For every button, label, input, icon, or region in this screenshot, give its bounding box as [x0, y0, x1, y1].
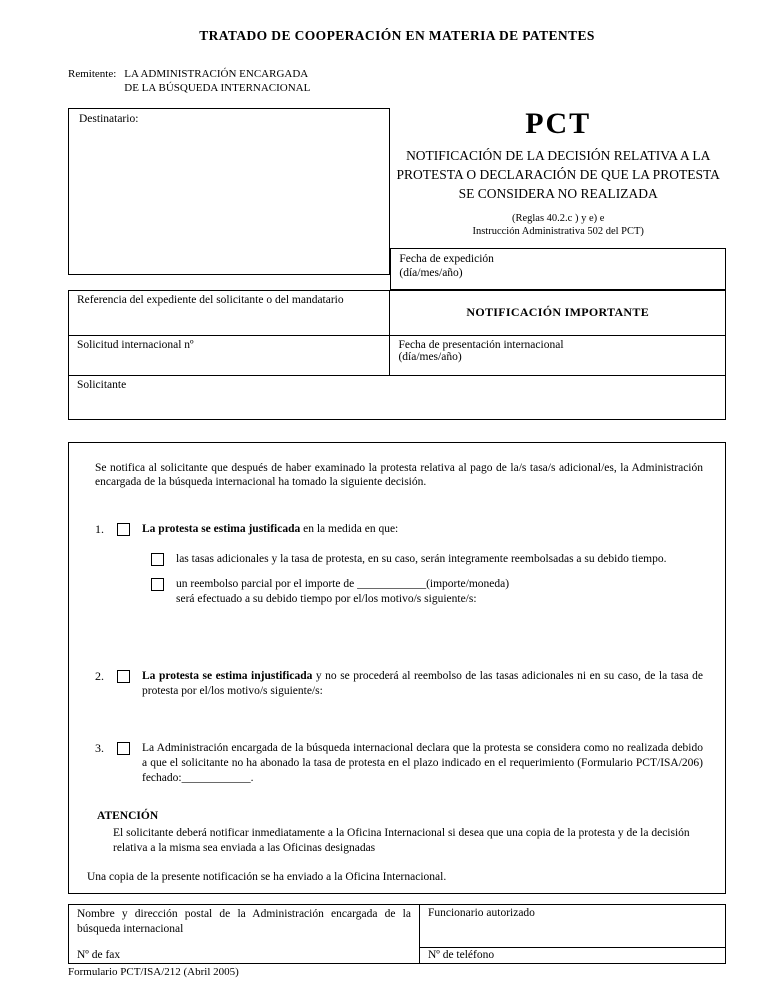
- authority-officer-column: [420, 905, 725, 963]
- atencion-title: ATENCIÓN: [97, 810, 159, 823]
- pct-heading: [390, 108, 726, 239]
- sender-label: Remitente:: [68, 68, 117, 80]
- fecha-presentacion-label: Fecha de presentación internacional: [398, 338, 564, 351]
- notice-title: NOTIFICACIÓN DE LA DECISIÓN RELATIVA A LA PROTESTA O DECLARACIÓN DE QUE LA PROTESTA SE CONSIDERA NO REALIZADA: [396, 148, 720, 201]
- checkbox-item-2[interactable]: [117, 670, 130, 683]
- sender-line-1: LA ADMINISTRACIÓN ENCARGADA: [124, 68, 309, 80]
- fecha-expedicion-field[interactable]: [390, 248, 726, 290]
- destinatario-column: [68, 108, 390, 290]
- checkbox-item-3[interactable]: [117, 742, 130, 755]
- item-1-text: La protesta se estima justificada en la medida en que:: [142, 523, 399, 536]
- authority-address-label: Nombre y dirección postal de la Administración encargada de la búsqueda internacional: [77, 908, 411, 935]
- decision-item-1: [95, 522, 703, 538]
- motives-blank-space-1: [95, 607, 703, 669]
- item-2-text: La protesta se estima injustificada y no se procederá al reembolso de las tasas adicionales ni en su caso, de la tasa de protesta por el/los motivo/s siguiente/s:: [142, 669, 703, 697]
- fax-label: Nº de fax: [77, 949, 121, 962]
- telephone-cell[interactable]: [420, 947, 725, 963]
- header-right-column: [390, 108, 726, 290]
- solicitante-field[interactable]: [69, 376, 725, 419]
- decision-body-box: [68, 442, 726, 895]
- fecha-presentacion-format: (día/mes/año): [398, 350, 462, 363]
- decision-item-2: [95, 669, 703, 699]
- sender-block: [68, 68, 726, 96]
- table-row: [69, 291, 725, 335]
- rules-reference: [396, 212, 720, 239]
- authority-table: [68, 904, 726, 964]
- sub-item-1b-text: [176, 577, 703, 607]
- fecha-presentacion-field[interactable]: [390, 336, 725, 375]
- item-3-number: 3.: [95, 740, 104, 755]
- sub-item-1a: [151, 552, 703, 567]
- sub-item-1b: [151, 577, 703, 607]
- rules-line-2: Instrucción Administrativa 502 del PCT): [472, 226, 644, 238]
- table-row: [69, 335, 725, 375]
- sub-item-1b-line-2: será efectuado a su debido tiempo por el/los motivo/s siguiente/s:: [176, 592, 477, 605]
- referencia-field[interactable]: [69, 291, 390, 335]
- pct-logo-text: PCT: [525, 106, 592, 140]
- checkbox-item-1a[interactable]: [151, 553, 164, 566]
- fecha-expedicion-label: Fecha de expedición: [399, 252, 494, 265]
- authority-address-cell[interactable]: [69, 905, 420, 963]
- checkbox-item-1[interactable]: [117, 523, 130, 536]
- sender-line-2: DE LA BÚSQUEDA INTERNACIONAL: [124, 81, 311, 94]
- referencia-label: Referencia del expediente del solicitante o del mandatario: [77, 293, 344, 306]
- fecha-expedicion-format: (día/mes/año): [399, 266, 463, 279]
- applicant-info-table: [68, 290, 726, 420]
- sender-address: [124, 68, 310, 96]
- solicitante-label: Solicitante: [77, 378, 127, 391]
- page-title: TRATADO DE COOPERACIÓN EN MATERIA DE PATENTES: [199, 28, 595, 43]
- destinatario-field[interactable]: [68, 108, 390, 275]
- form-identifier: Formulario PCT/ISA/212 (Abril 2005): [68, 966, 239, 979]
- form-header: [68, 108, 726, 290]
- item-3-text: La Administración encargada de la búsqueda internacional declara que la protesta se considera como no realizada debido a que el solicitante no ha abonado la tasa de protesta en el plazo indicado en el requerimiento (Formulario PCT/ISA/206) fechado:____________.: [142, 741, 703, 784]
- item-1-number: 1.: [95, 522, 104, 537]
- telephone-label: Nº de teléfono: [427, 949, 495, 962]
- rules-line-1: (Reglas 40.2.c ) y e) e: [511, 212, 605, 224]
- copy-sent-note: Una copia de la presente notificación se ha enviado a la Oficina Internacional.: [87, 871, 447, 884]
- decision-item-3: [95, 741, 703, 786]
- checkbox-item-1b[interactable]: [151, 578, 164, 591]
- item-2-number: 2.: [95, 668, 104, 683]
- table-row: [69, 375, 725, 419]
- destinatario-label: Destinatario:: [79, 112, 139, 125]
- notificacion-importante: NOTIFICACIÓN IMPORTANTE: [466, 305, 650, 319]
- atencion-block: [97, 809, 703, 856]
- solicitud-label: Solicitud internacional nº: [77, 338, 194, 351]
- solicitud-field[interactable]: [69, 336, 390, 375]
- atencion-text: El solicitante deberá notificar inmediatamente a la Oficina Internacional si desea que una copia de la protesta y de la decisión relativa a la misma sea enviada a las Oficinas designadas: [113, 827, 690, 855]
- authorized-officer-cell[interactable]: [420, 905, 725, 947]
- sub-item-1a-text: las tasas adicionales y la tasa de protesta, en su caso, serán integramente reembolsadas a su debido tiempo.: [176, 552, 667, 565]
- authorized-officer-label: Funcionario autorizado: [427, 907, 535, 920]
- motives-blank-space-2: [95, 699, 703, 741]
- sub-item-1b-line-1: un reembolso parcial por el importe de ____________(importe/moneda): [176, 577, 510, 590]
- intro-paragraph: Se notifica al solicitante que después de haber examinado la protesta relativa al pago de la/s tasa/s adicional/es, la Administración encargada de la búsqueda internacional ha tomado la siguiente decisión.: [95, 461, 703, 489]
